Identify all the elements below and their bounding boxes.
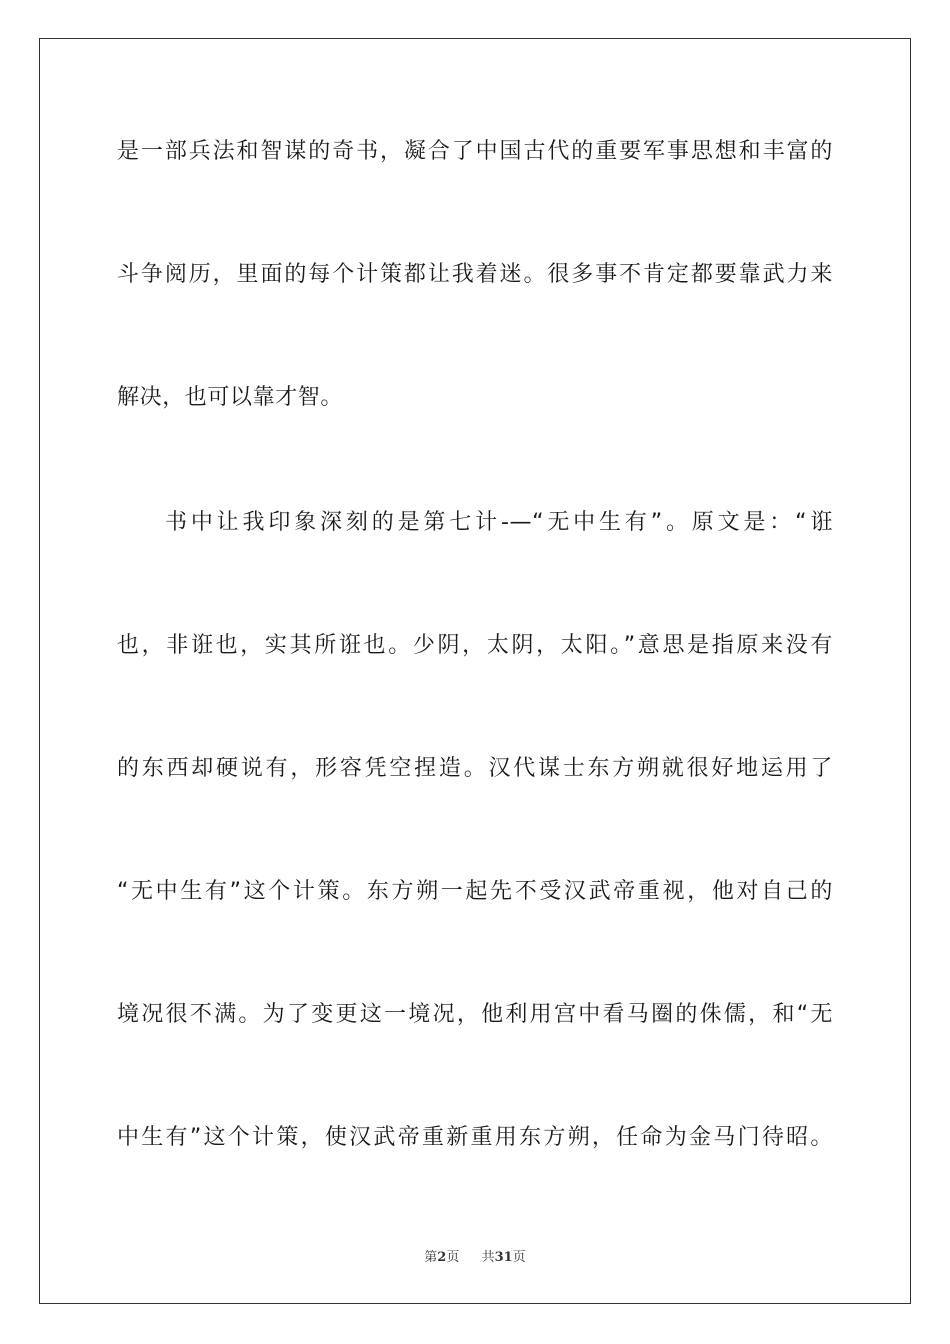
text-line-8: 境况很不满。为了变更这一境况，他利用宫中看马圈的侏儒，和“无 (117, 1002, 833, 1027)
footer-page-number: 2 (437, 1250, 447, 1265)
text-line-3: 解决，也可以靠才智。 (117, 385, 344, 410)
page-footer (0, 1246, 950, 1265)
footer-page-suffix: 页 (446, 1250, 460, 1265)
text-line-1: 是一部兵法和智谋的奇书，凝合了中国古代的重要军事思想和丰富的 (117, 139, 833, 164)
text-line-5: 也，非诳也，实其所诳也。少阴，太阴，太阳。”意思是指原来没有 (117, 633, 833, 658)
text-line-6: 的东西却硬说有，形容凭空捏造。汉代谋士东方朔就很好地运用了 (117, 756, 833, 781)
text-line-7: “无中生有”这个计策。东方朔一起先不受汉武帝重视，他对自己的 (117, 879, 833, 904)
footer-page-prefix: 第 (424, 1250, 438, 1265)
footer-total-prefix: 共 (481, 1250, 495, 1265)
text-line-2: 斗争阅历，里面的每个计策都让我着迷。很多事不肯定都要靠武力来 (117, 262, 833, 287)
footer-total-suffix: 页 (512, 1250, 526, 1265)
text-line-4: 书中让我印象深刻的是第七计-—“无中生有”。原文是：“诳 (165, 510, 833, 535)
text-line-9: 中生有”这个计策，使汉武帝重新重用东方朔，任命为金马门待昭。 (117, 1125, 833, 1150)
footer-total-pages: 31 (494, 1250, 513, 1265)
page-border (39, 38, 911, 1304)
